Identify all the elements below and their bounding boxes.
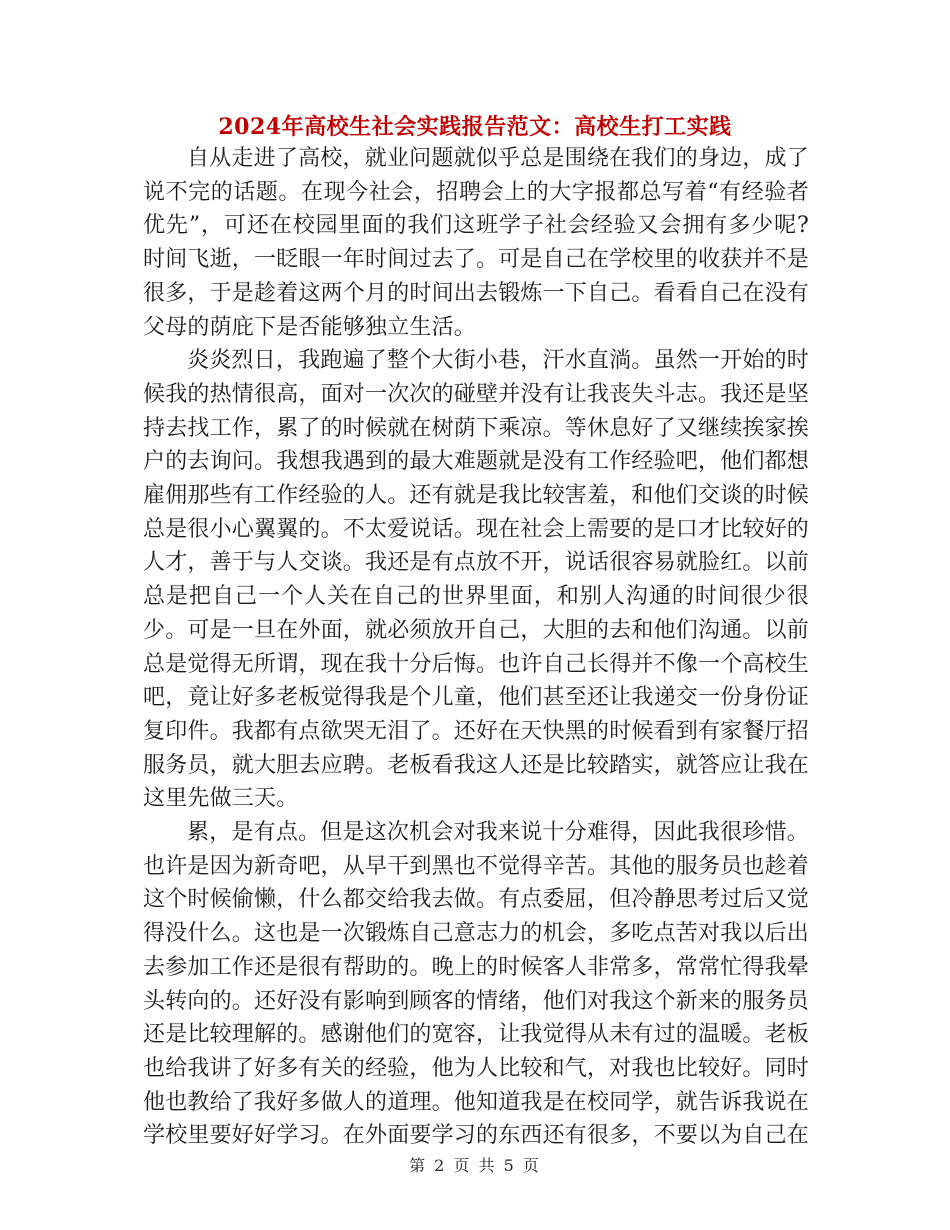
document-title: 2024年高校生社会实践报告范文：高校生打工实践 (218, 114, 732, 140)
document-body (143, 142, 809, 1153)
paragraph: 自从走进了高校，就业问题就似乎总是围绕在我们的身边，成了说不完的话题。在现今社会，招聘会上的大字报都总写着“有经验者优先”，可还在校园里面的我们这班学子社会经验又会拥有多少呢?时间飞逝，一眨眼一年时间过去了。可是自己在学校里的收获并不是很多，于是趁着这两个月的时间出去锻炼一下自己。看看自己在没有父母的荫庇下是否能够独立生活。 (143, 146, 810, 340)
paragraph: 累，是有点。但是这次机会对我来说十分难得，因此我很珍惜。也许是因为新奇吧，从早干到黑也不觉得辛苦。其他的服务员也趁着这个时候偷懒，什么都交给我去做。有点委屈，但冷静思考过后又觉得没什么。这也是一次锻炼自己意志力的机会，多吃点苦对我以后出去参加工作还是很有帮助的。晚上的时候客人非常多，常常忙得我晕头转向的。还好没有影响到顾客的情绪，他们对我这个新来的服务员还是比较理解的。感谢他们的宽容，让我觉得从未有过的温暖。老板也给我讲了好多有关的经验，他为人比较和气，对我也比较好。同时他也教给了我好多做人的道理。他知道我是在校同学，就告诉我说在学校里要好好学习。在外面要学习的东西还有很多，不要以为自己在 (143, 820, 810, 1149)
paragraph: 炎炎烈日，我跑遍了整个大街小巷，汗水直淌。虽然一开始的时候我的热情很高，面对一次次的碰壁并没有让我丧失斗志。我还是坚持去找工作，累了的时候就在树荫下乘凉。等休息好了又继续挨家挨户的去询问。我想我遇到的最大难题就是没有工作经验吧，他们都想雇佣那些有工作经验的人。还有就是我比较害羞，和他们交谈的时候总是很小心翼翼的。不太爱说话。现在社会上需要的是口才比较好的人才，善于与人交谈。我还是有点放不开，说话很容易就脸红。以前总是把自己一个人关在自己的世界里面，和别人沟通的时间很少很少。可是一旦在外面，就必须放开自己，大胆的去和他们沟通。以前总是觉得无所谓，现在我十分后悔。也许自己长得并不像一个高校生吧，竟让好多老板觉得我是个儿童，他们甚至还让我递交一份身份证复印件。我都有点欲哭无泪了。还好在天快黑的时候看到有家餐厅招服务员，就大胆去应聘。老板看我这人还是比较踏实，就答应让我在这里先做三天。 (143, 348, 810, 812)
page-number-footer: 第 2 页 共 5 页 (409, 1156, 541, 1175)
